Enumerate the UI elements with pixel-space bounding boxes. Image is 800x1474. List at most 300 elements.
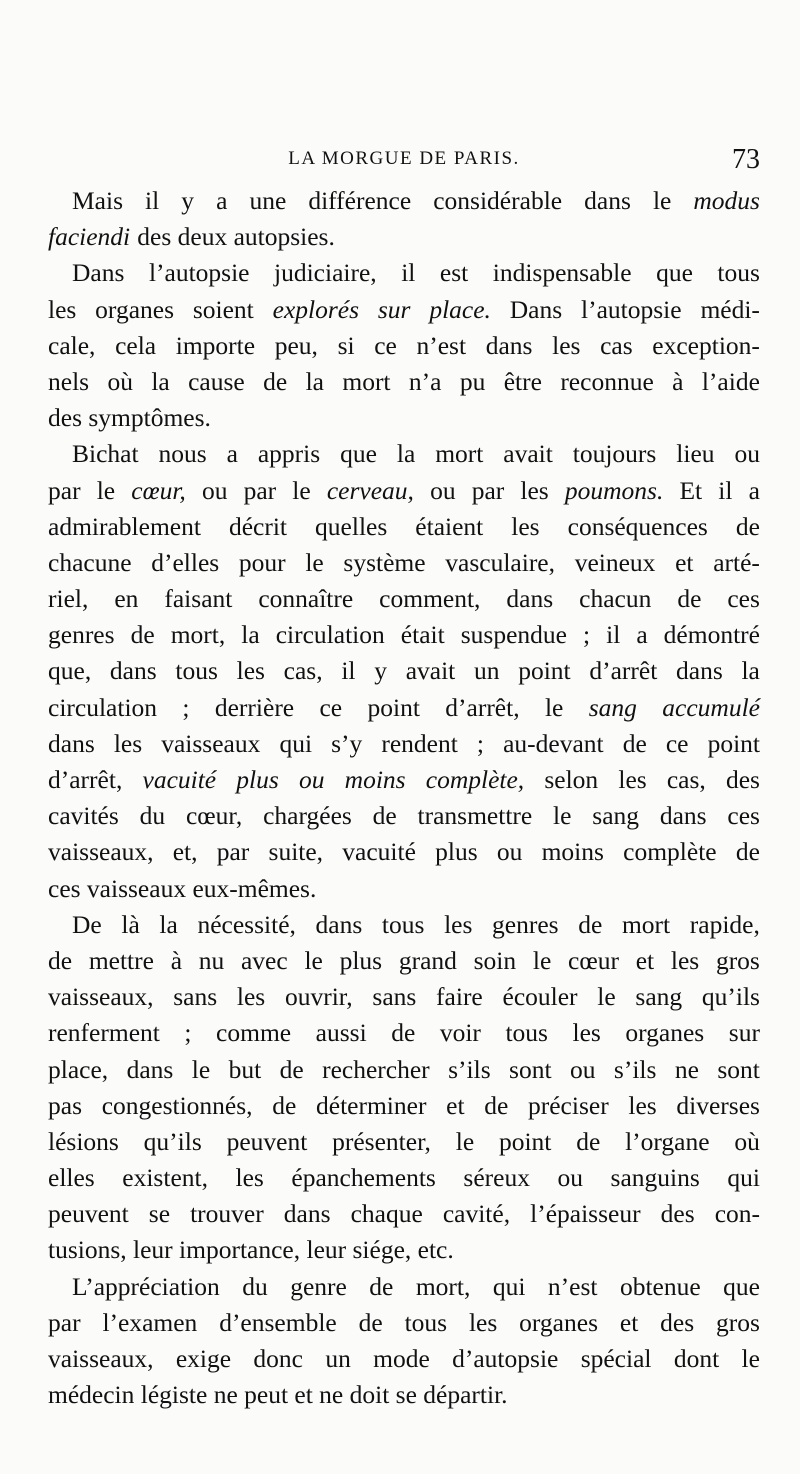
word: par — [48, 475, 81, 505]
word: nécessité, — [197, 909, 296, 939]
text-line — [48, 1052, 760, 1088]
word: con- — [714, 1199, 760, 1229]
word: la — [151, 366, 170, 396]
word: gros — [715, 945, 760, 975]
word: de — [735, 837, 760, 867]
word: lésions — [48, 1126, 119, 1156]
word: il — [145, 186, 160, 215]
page-number: 73 — [732, 144, 760, 175]
text-line — [48, 400, 760, 436]
word: vaisseaux, — [48, 837, 154, 867]
word: peuvent — [226, 1126, 308, 1156]
text-line — [48, 798, 760, 834]
text-line — [48, 219, 760, 255]
word: mort, — [170, 620, 226, 650]
word: plus — [339, 945, 383, 975]
word: et — [446, 1090, 465, 1120]
word: renferment — [48, 1018, 160, 1048]
word: dont — [673, 1344, 720, 1373]
text-line — [48, 1196, 760, 1232]
word: mode — [373, 1344, 430, 1373]
word: l’examen — [102, 1307, 198, 1337]
word: ce — [374, 330, 397, 360]
word: dans — [659, 801, 707, 831]
paragraph — [48, 1269, 760, 1414]
word: donc — [253, 1344, 303, 1373]
word: cas, — [283, 656, 323, 686]
word: où — [734, 1126, 760, 1156]
word: tous — [717, 258, 760, 288]
word: point — [367, 692, 420, 722]
word: trouver — [190, 1199, 264, 1229]
italic-word: sang — [588, 692, 637, 722]
word: qui — [279, 728, 313, 758]
text-line — [48, 871, 760, 907]
word: voir — [439, 1018, 481, 1048]
word: épanchements — [291, 1163, 436, 1193]
word: cale, — [48, 330, 96, 360]
word: d’elles — [151, 547, 220, 577]
text-line — [48, 509, 760, 545]
word: préciser — [528, 1090, 609, 1120]
word: circulation — [48, 692, 158, 722]
word: l’épaisseur — [530, 1199, 641, 1229]
word: comme — [216, 1018, 292, 1048]
word: cas — [600, 330, 633, 360]
word: être — [503, 366, 542, 396]
word: point — [518, 656, 571, 686]
text-line — [48, 1124, 760, 1160]
word: dans — [676, 656, 723, 686]
italic-word: modus — [693, 186, 760, 215]
text-line — [48, 183, 760, 219]
word: médi- — [700, 294, 760, 324]
word: genres — [492, 909, 559, 939]
word: le — [292, 475, 311, 505]
word: les — [468, 1307, 498, 1337]
word: derrière — [214, 692, 295, 722]
word: cavité, — [442, 1199, 511, 1229]
italic-word: accumulé — [662, 692, 760, 722]
text-segment: ces vaisseaux eux-mêmes. — [48, 873, 317, 903]
italic-word: moins — [344, 765, 406, 794]
word: point — [707, 728, 760, 758]
word: sans — [372, 982, 417, 1012]
word: de — [735, 511, 760, 541]
word: le — [96, 475, 116, 505]
word: n’est — [416, 330, 467, 360]
text-line — [48, 1305, 760, 1341]
word: système — [343, 547, 426, 577]
text-line — [48, 979, 760, 1015]
word: ou — [734, 439, 760, 469]
text-line — [48, 617, 760, 653]
word: a — [748, 475, 760, 505]
word: que — [656, 258, 693, 288]
text-line — [48, 581, 760, 617]
word: quelles — [315, 511, 388, 541]
word: existent, — [122, 1163, 208, 1193]
word: avec — [240, 945, 288, 975]
word: tous — [381, 909, 425, 939]
word: selon — [544, 765, 599, 794]
word: conséquences — [567, 511, 708, 541]
text-line — [48, 726, 760, 762]
word: dans — [109, 656, 157, 686]
text-line — [48, 943, 760, 979]
word: là — [121, 909, 140, 939]
word: point — [498, 1126, 552, 1156]
word: les — [444, 909, 473, 939]
text-line — [48, 545, 760, 581]
text-segment: des deux autopsies. — [137, 222, 335, 252]
word: organes — [625, 1018, 705, 1048]
word: d’arrêt — [589, 656, 658, 686]
word: comment, — [379, 584, 481, 614]
word: le — [597, 982, 616, 1012]
word: Et — [679, 475, 703, 505]
word: vaisseaux — [161, 728, 261, 758]
text-line — [48, 1341, 760, 1377]
word: le — [652, 186, 672, 215]
word: importe — [175, 330, 256, 360]
word: ; — [582, 620, 591, 650]
word: s’y — [331, 728, 363, 758]
word: avait — [405, 656, 456, 686]
word: cœur — [568, 945, 619, 975]
word: n’a — [408, 366, 442, 396]
word: appris — [257, 439, 321, 469]
word: chaque — [350, 1199, 423, 1229]
word: ouvrir, — [284, 982, 353, 1012]
word: moins — [541, 837, 604, 867]
word: il — [606, 620, 621, 650]
word: déterminer — [316, 1090, 427, 1120]
word: il — [341, 656, 356, 686]
text-line — [48, 292, 760, 328]
word: organes — [519, 1307, 598, 1337]
word: par — [471, 475, 505, 505]
word: la — [241, 620, 260, 650]
italic-word: cerveau, — [326, 475, 414, 505]
word: pas — [48, 1090, 82, 1120]
word: et — [635, 945, 655, 975]
word: les — [236, 656, 265, 686]
italic-word: poumons. — [564, 475, 664, 505]
word: sanguins — [610, 1163, 700, 1193]
word: à — [672, 366, 684, 396]
word: judiciaire, — [274, 258, 377, 288]
word: tous — [175, 656, 218, 686]
word: place, — [48, 1054, 109, 1084]
word: le — [741, 1344, 760, 1373]
word: les — [511, 511, 540, 541]
paragraph — [48, 183, 760, 255]
text-line — [48, 1015, 760, 1051]
word: le — [455, 1126, 475, 1156]
paragraph — [48, 907, 760, 1269]
word: qu’ils — [701, 982, 760, 1012]
word: peu, — [274, 330, 318, 360]
word: les — [618, 765, 647, 794]
word: que, — [48, 656, 92, 686]
word: un — [325, 1344, 351, 1373]
word: rendent — [381, 728, 458, 758]
word: riel, — [48, 584, 89, 614]
text-line — [48, 328, 760, 364]
word: lieu — [676, 439, 715, 469]
word: arté- — [713, 547, 760, 577]
text-line — [48, 255, 760, 291]
word: étaient — [415, 511, 484, 541]
word: transmettre — [417, 801, 533, 831]
word: qui — [492, 1271, 526, 1301]
word: que — [723, 1271, 760, 1301]
running-title: LA MORGUE DE PARIS. — [288, 148, 520, 169]
word: une — [249, 186, 287, 215]
paragraph — [48, 436, 760, 906]
word: veineux — [574, 547, 656, 577]
word: de — [48, 945, 73, 975]
word: nous — [158, 439, 207, 469]
word: chacun — [579, 584, 652, 614]
word: de — [372, 801, 397, 831]
word: de — [677, 584, 702, 614]
word: de — [578, 909, 603, 939]
word: a — [226, 439, 238, 469]
word: mettre — [88, 945, 154, 975]
word: connaître — [258, 584, 354, 614]
word: soin — [473, 945, 517, 975]
word: avait — [503, 439, 553, 469]
word: de — [272, 1090, 297, 1120]
word: il — [401, 258, 416, 288]
word: si — [337, 330, 355, 360]
italic-word: place. — [429, 294, 491, 324]
word: de — [484, 1090, 509, 1120]
word: et — [675, 547, 694, 577]
word: les — [670, 945, 700, 975]
word: les — [113, 728, 143, 758]
italic-text: faciendi — [48, 222, 131, 252]
word: obtenue — [619, 1271, 701, 1301]
word: dans — [485, 330, 533, 360]
word: organes — [95, 294, 175, 324]
word: sur — [728, 1018, 760, 1048]
word: genre — [290, 1271, 347, 1301]
word: congestionnés, — [101, 1090, 253, 1120]
text-segment: tusions, leur importance, leur siége, etc. — [48, 1235, 454, 1265]
word: soient — [192, 294, 254, 324]
word: sont — [509, 1054, 552, 1084]
word: l’autopsie — [148, 258, 250, 288]
text-segment: des symptômes. — [48, 403, 211, 433]
word: nu — [198, 945, 225, 975]
word: les — [572, 1018, 601, 1048]
word: par — [216, 837, 250, 867]
word: ce — [319, 692, 343, 722]
body-text — [48, 183, 760, 1413]
word: cas, — [666, 765, 706, 794]
word: vaisseaux, — [48, 982, 154, 1012]
word: mort, — [415, 1271, 471, 1301]
word: des — [660, 1199, 695, 1229]
word: qu’ils — [143, 1126, 202, 1156]
word: décrit — [228, 511, 288, 541]
word: pour — [238, 547, 286, 577]
word: d’ensemble — [219, 1307, 337, 1337]
word: séreux — [463, 1163, 530, 1193]
word: ne — [674, 1054, 699, 1084]
word: indispensable — [492, 258, 632, 288]
italic-word: plus — [236, 765, 279, 794]
word: nels — [48, 366, 90, 396]
word: genres — [48, 620, 115, 650]
word: diverses — [676, 1090, 760, 1120]
word: la — [396, 439, 416, 469]
word: les — [235, 1163, 264, 1193]
word: chacune — [48, 547, 132, 577]
word: ; — [184, 1018, 192, 1048]
text-line — [48, 1377, 760, 1413]
word: exige — [175, 1344, 232, 1373]
word: dans — [283, 1199, 331, 1229]
word: présenter, — [332, 1126, 431, 1156]
word: pu — [459, 366, 486, 396]
word: du — [242, 1271, 268, 1301]
word: complète — [623, 837, 717, 867]
word: chargées — [263, 801, 352, 831]
word: ou — [557, 1163, 583, 1193]
word: ce — [665, 728, 689, 758]
word: peuvent — [48, 1199, 129, 1229]
italic-word: sur — [377, 294, 411, 324]
word: y — [374, 656, 387, 686]
word: vaisseaux, — [48, 1344, 154, 1373]
word: le — [304, 945, 323, 975]
word: mort — [621, 909, 671, 939]
word: de — [358, 1307, 383, 1337]
word: Bichat — [72, 439, 139, 469]
word: rechercher — [322, 1054, 430, 1084]
word: de — [263, 366, 288, 396]
word: le — [305, 547, 324, 577]
word: ou — [430, 475, 456, 505]
word: sang — [635, 982, 683, 1012]
text-line — [48, 364, 760, 400]
word: écouler — [502, 982, 578, 1012]
word: ces — [727, 801, 760, 831]
word: que — [340, 439, 377, 469]
paragraph — [48, 255, 760, 436]
text-line — [48, 1088, 760, 1124]
word: est — [439, 258, 469, 288]
word: dans — [506, 584, 554, 614]
word: se — [148, 1199, 171, 1229]
word: aussi — [315, 1018, 367, 1048]
word: a — [216, 186, 228, 215]
text-line — [48, 473, 760, 509]
word: en — [114, 584, 139, 614]
text-line — [48, 762, 760, 798]
word: tous — [505, 1018, 548, 1048]
word: spécial — [580, 1344, 652, 1373]
word: ces — [727, 584, 760, 614]
word: dans — [584, 186, 631, 215]
word: s’ils — [613, 1054, 657, 1084]
word: Dans — [72, 258, 125, 288]
word: et — [619, 1307, 639, 1337]
word: gros — [716, 1307, 760, 1337]
text-line — [48, 907, 760, 943]
word: de — [576, 1126, 601, 1156]
word: De — [72, 909, 102, 939]
text-segment: médecin légiste ne peut et ne doit se départir. — [48, 1380, 508, 1410]
word: dans — [126, 1054, 174, 1084]
word: de — [622, 728, 647, 758]
word: but — [228, 1054, 262, 1084]
word: elles — [48, 1163, 95, 1193]
word: différence — [308, 186, 412, 215]
word: ; — [182, 692, 190, 722]
word: d’autopsie — [452, 1344, 559, 1373]
word: faire — [436, 982, 483, 1012]
word: ou — [201, 475, 228, 505]
word: de — [279, 1054, 304, 1084]
word: l’organe — [625, 1126, 710, 1156]
word: les — [552, 330, 581, 360]
word: de — [369, 1271, 394, 1301]
word: cause — [188, 366, 245, 396]
word: et, — [172, 837, 198, 867]
word: sang — [592, 801, 640, 831]
word: était — [400, 620, 445, 650]
word: considérable — [433, 186, 563, 215]
word: suite, — [268, 837, 324, 867]
word: toujours — [572, 439, 657, 469]
word: mort — [342, 366, 391, 396]
word: où — [107, 366, 133, 396]
word: vasculaire, — [445, 547, 555, 577]
word: du — [139, 801, 166, 831]
word: ou — [496, 837, 523, 867]
word: L’appréciation — [72, 1271, 220, 1301]
word: la — [159, 909, 178, 939]
word: un — [473, 656, 500, 686]
text-line — [48, 1232, 760, 1268]
text-line — [48, 1269, 760, 1305]
word: s’ils — [448, 1054, 491, 1084]
word: grand — [398, 945, 457, 975]
word: ; — [476, 728, 485, 758]
word: les — [236, 982, 266, 1012]
word: des — [725, 765, 760, 794]
word: tous — [404, 1307, 448, 1337]
word: vacuité — [342, 837, 416, 867]
word: l’autopsie — [581, 294, 682, 324]
word: à — [170, 945, 183, 975]
word: qui — [727, 1163, 760, 1193]
word: par — [243, 475, 277, 505]
word: le — [553, 801, 572, 831]
word: cela — [115, 330, 157, 360]
word: suspendue — [460, 620, 567, 650]
word: n’est — [547, 1271, 598, 1301]
word: les — [628, 1090, 657, 1120]
italic-word: explorés — [272, 294, 360, 324]
word: sans — [173, 982, 218, 1012]
word: il — [718, 475, 733, 505]
